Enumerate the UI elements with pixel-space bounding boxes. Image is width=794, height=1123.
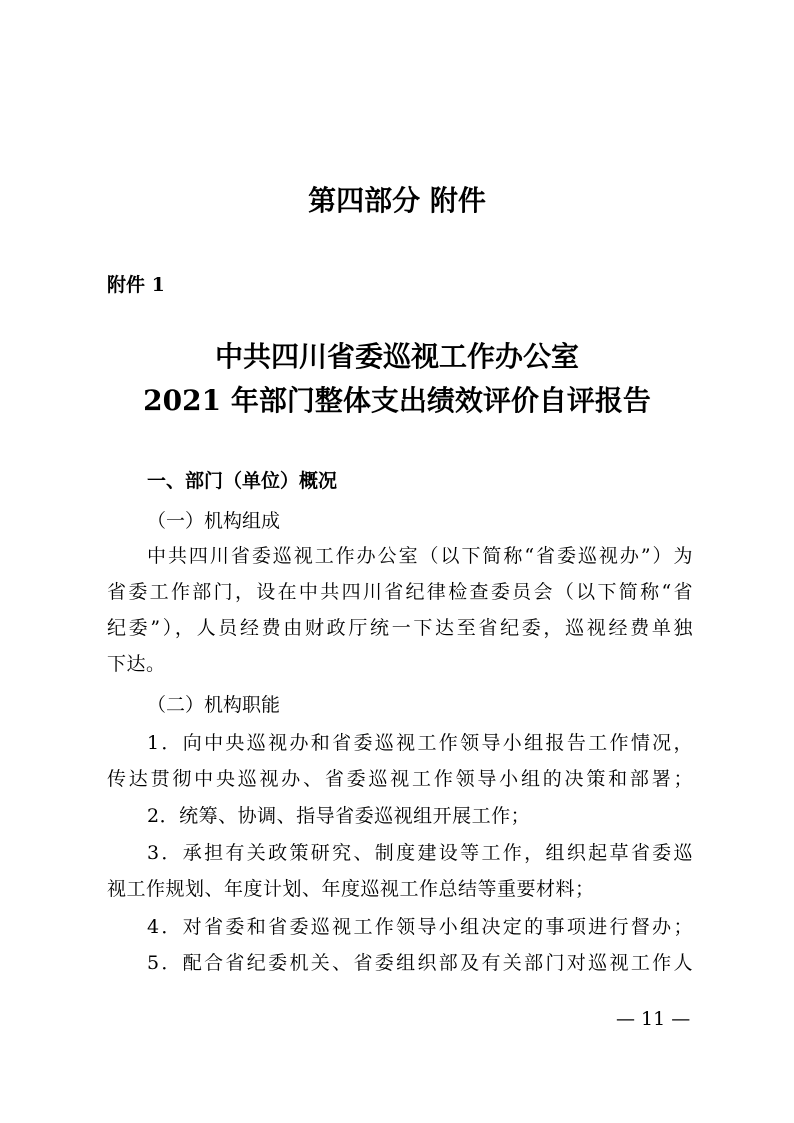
list-item-line: 传达贯彻中央巡视办、省委巡视工作领导小组的决策和部署； (107, 768, 693, 790)
paragraph-line: 纪委”），人员经费由财政厅统一下达至省纪委，巡视经费单独 (107, 617, 693, 639)
subheading-functions: （二）机构职能 (147, 694, 281, 716)
heading-department-overview: 一、部门（单位）概况 (147, 470, 338, 492)
report-title-line-1: 中共四川省委巡视工作办公室 (214, 340, 579, 373)
list-item-line: 2．统筹、协调、指导省委巡视组开展工作； (147, 805, 531, 827)
paragraph-line: 省委工作部门，设在中共四川省纪律检查委员会（以下简称“省 (107, 581, 693, 603)
report-title-line-2: 2021 年部门整体支出绩效评价自评报告 (143, 384, 651, 417)
paragraph-line: 中共四川省委巡视工作办公室（以下简称“省委巡视办”）为 (147, 545, 693, 567)
attachment-label: 附件 1 (107, 274, 165, 296)
list-item-line: 1．向中央巡视办和省委巡视工作领导小组报告工作情况， (147, 732, 693, 754)
page-number: — 11 — (616, 1008, 691, 1030)
paragraph-line: 下达。 (107, 653, 166, 675)
list-item-line: 5．配合省纪委机关、省委组织部及有关部门对巡视工作人 (147, 952, 693, 974)
list-item-line: 3．承担有关政策研究、制度建设等工作，组织起草省委巡 (147, 842, 693, 864)
list-item-line: 视工作规划、年度计划、年度巡视工作总结等重要材料； (107, 878, 595, 900)
list-item-line: 4．对省委和省委巡视工作领导小组决定的事项进行督办； (147, 916, 693, 938)
section-title: 第四部分 附件 (308, 184, 486, 217)
subheading-organization: （一）机构组成 (147, 510, 281, 532)
